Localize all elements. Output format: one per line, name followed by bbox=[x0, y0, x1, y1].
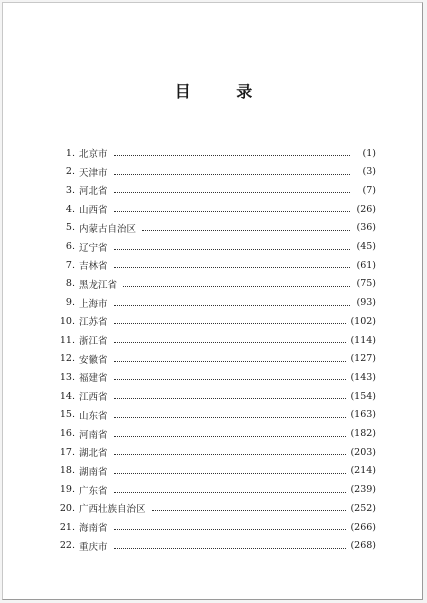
toc-entry-title: 广东省 bbox=[79, 485, 108, 497]
toc-entry-title: 上海市 bbox=[79, 298, 108, 310]
toc-entry bbox=[58, 482, 376, 498]
toc-entry-page: (214) bbox=[350, 465, 376, 477]
toc-entry-number: 9. bbox=[65, 297, 75, 309]
dot-leader bbox=[114, 173, 350, 175]
dot-leader bbox=[114, 397, 347, 399]
toc-entry-title: 广西壮族自治区 bbox=[79, 504, 146, 516]
toc-entry-page: (93) bbox=[356, 297, 376, 309]
toc-entry-title: 安徽省 bbox=[79, 354, 108, 366]
dot-leader bbox=[114, 453, 347, 455]
dot-leader bbox=[114, 528, 347, 530]
toc-entry-number: 12. bbox=[59, 353, 75, 365]
toc-entry bbox=[58, 369, 376, 385]
toc-entry-title: 浙江省 bbox=[79, 336, 108, 347]
toc-entry-number: 15. bbox=[59, 409, 75, 421]
toc-entry-title: 湖南省 bbox=[79, 466, 108, 478]
toc-entry-title: 辽宁省 bbox=[79, 242, 108, 254]
toc-entry-title: 天津市 bbox=[79, 167, 108, 179]
toc-entry-title: 北京市 bbox=[79, 149, 108, 160]
dot-leader bbox=[152, 509, 347, 511]
toc-entry-title: 山西省 bbox=[79, 205, 108, 217]
toc-entry-page: (143) bbox=[350, 371, 376, 383]
toc-entry-title: 河南省 bbox=[79, 429, 108, 441]
toc-entry-page: (127) bbox=[350, 353, 376, 365]
dot-leader bbox=[114, 416, 347, 418]
dot-leader bbox=[114, 210, 350, 212]
dot-leader bbox=[123, 285, 350, 287]
toc-entry-page: (252) bbox=[350, 502, 376, 514]
document-page bbox=[2, 2, 423, 600]
toc-entry bbox=[58, 463, 376, 479]
toc-entry-number: 6. bbox=[65, 241, 75, 252]
toc-entry bbox=[58, 182, 376, 198]
toc-entry bbox=[58, 351, 376, 367]
toc-entry-number: 3. bbox=[65, 184, 75, 196]
toc-entry-page: (163) bbox=[350, 409, 376, 421]
toc-entry bbox=[58, 201, 376, 217]
toc-entry-number: 20. bbox=[59, 502, 75, 514]
toc-entry-title: 福建省 bbox=[79, 373, 108, 385]
toc-entry bbox=[58, 426, 376, 442]
dot-leader bbox=[114, 472, 347, 474]
toc-entry-number: 2. bbox=[65, 166, 75, 178]
toc-entry-number: 1. bbox=[65, 147, 75, 159]
toc-entry-number: 19. bbox=[59, 484, 75, 496]
toc-entry-number: 7. bbox=[65, 259, 75, 271]
toc-entry bbox=[58, 332, 376, 348]
toc-entry bbox=[58, 220, 376, 236]
dot-leader bbox=[114, 322, 347, 324]
toc-entry-number: 11. bbox=[59, 334, 75, 346]
toc-entry-page: (26) bbox=[356, 203, 376, 215]
toc-entry bbox=[58, 313, 376, 329]
toc-entry-number: 4. bbox=[65, 203, 75, 215]
toc-entry-number: 22. bbox=[59, 540, 75, 552]
toc-entry-page: (75) bbox=[356, 278, 376, 290]
toc-entry-number: 10. bbox=[59, 315, 75, 327]
dot-leader bbox=[142, 229, 350, 231]
toc-entry bbox=[58, 538, 376, 554]
toc-entry-title: 江西省 bbox=[79, 392, 108, 404]
toc-entry bbox=[58, 295, 376, 311]
dot-leader bbox=[114, 491, 347, 493]
toc-entry-page: (45) bbox=[356, 241, 376, 252]
toc-entry bbox=[58, 145, 376, 161]
toc-entry bbox=[58, 239, 376, 255]
toc-entry-page: (114) bbox=[350, 334, 376, 346]
toc-entry-page: (7) bbox=[362, 184, 376, 196]
toc-entry-title: 河北省 bbox=[79, 186, 108, 198]
dot-leader bbox=[114, 191, 350, 193]
toc-entry-number: 18. bbox=[59, 465, 75, 477]
toc-entry bbox=[58, 519, 376, 535]
toc-entry bbox=[58, 500, 376, 516]
dot-leader bbox=[114, 435, 347, 437]
toc-entry bbox=[58, 164, 376, 180]
dot-leader bbox=[114, 266, 350, 268]
toc-entry bbox=[58, 444, 376, 460]
toc-entry-number: 13. bbox=[59, 371, 75, 383]
toc-entry-page: (3) bbox=[362, 166, 376, 178]
toc-entry-page: (102) bbox=[350, 315, 376, 327]
toc-entry-title: 江苏省 bbox=[79, 317, 108, 329]
toc-entry-title: 重庆市 bbox=[79, 541, 108, 553]
dot-leader bbox=[114, 248, 350, 250]
toc-entry-title: 吉林省 bbox=[79, 261, 108, 273]
dot-leader bbox=[114, 378, 347, 380]
toc-entry-title: 海南省 bbox=[79, 523, 108, 534]
toc-entry-page: (36) bbox=[356, 222, 376, 234]
dot-leader bbox=[114, 360, 347, 362]
table-of-contents bbox=[3, 3, 424, 601]
toc-entry bbox=[58, 388, 376, 404]
toc-entry-page: (182) bbox=[350, 428, 376, 439]
page-title: 目 录 bbox=[174, 82, 273, 101]
toc-entry-page: (203) bbox=[350, 446, 376, 458]
toc-entry bbox=[58, 276, 376, 292]
toc-entry-title: 山东省 bbox=[79, 410, 108, 422]
toc-entry-page: (268) bbox=[350, 540, 376, 552]
dot-leader bbox=[114, 547, 347, 549]
dot-leader bbox=[114, 304, 350, 306]
dot-leader bbox=[114, 154, 350, 156]
toc-entry-number: 8. bbox=[65, 278, 75, 290]
toc-entry-page: (1) bbox=[362, 147, 376, 159]
toc-entry-number: 21. bbox=[59, 521, 75, 533]
toc-entry bbox=[58, 257, 376, 273]
toc-entry-title: 内蒙古自治区 bbox=[79, 223, 137, 235]
toc-entry-page: (266) bbox=[350, 521, 376, 533]
toc-entry-number: 14. bbox=[59, 390, 75, 402]
toc-entry-number: 5. bbox=[65, 222, 75, 234]
toc-entry-number: 16. bbox=[59, 428, 75, 439]
toc-entry-title: 湖北省 bbox=[79, 448, 108, 460]
toc-entry-title: 黑龙江省 bbox=[79, 279, 118, 291]
dot-leader bbox=[114, 341, 347, 343]
toc-entry-page: (239) bbox=[350, 484, 376, 496]
toc-entry bbox=[58, 407, 376, 423]
toc-entry-number: 17. bbox=[59, 446, 75, 458]
toc-entry-page: (61) bbox=[356, 259, 376, 271]
toc-entry-page: (154) bbox=[350, 390, 376, 402]
